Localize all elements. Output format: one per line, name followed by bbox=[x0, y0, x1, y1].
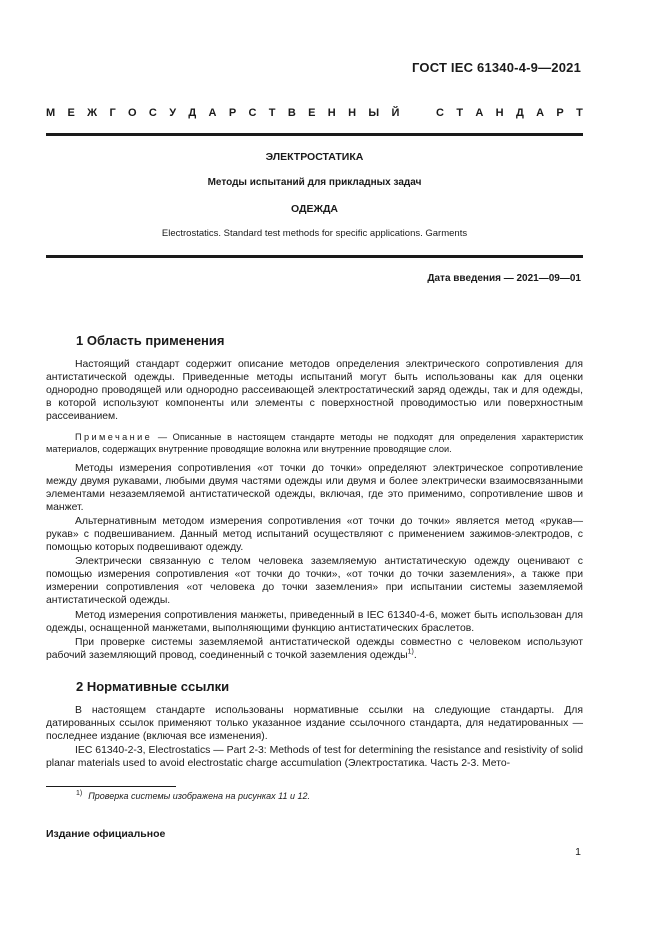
footnote bbox=[76, 791, 310, 801]
title-part: ОДЕЖДА bbox=[290, 203, 339, 215]
banner-letter: А bbox=[475, 107, 484, 119]
banner-letter: Е bbox=[67, 107, 75, 119]
banner-letter: Н bbox=[495, 107, 504, 119]
banner-letter: А bbox=[208, 107, 217, 119]
footnote-mark: 1) bbox=[76, 790, 83, 797]
banner-letter: Й bbox=[391, 107, 400, 119]
section-heading: 1 Область применения bbox=[76, 333, 225, 348]
official-edition-label: Издание официальное bbox=[46, 828, 166, 840]
banner-letter: Р bbox=[228, 107, 237, 119]
banner-letter: Н bbox=[348, 107, 357, 119]
paragraph-text: При проверке системы заземляемой антистатической одежды совместно с человеком используют рабочий заземляющий провод, соединенный с точкой заземления одежды bbox=[46, 637, 583, 661]
paragraph: Электрически связанную с телом человека заземляемую антистатическую одежду оценивают с помощью измерения сопротивления «от точки до точки», «от точки до точки заземления», а также при измерении сопротивления «от человека до точки заземления» при испытании системы заземляемой антистатической одежды. bbox=[46, 556, 583, 606]
note-label: Примечание bbox=[75, 432, 153, 442]
title-english: Electrostatics. Standard test methods for specific applications. Garments bbox=[161, 228, 468, 239]
note-text: — Описанные в настоящем стандарте методы не подходят для определения характеристик материалов, содержащих внутренние проводящие волокна или внутренние проводящие слои. bbox=[46, 432, 583, 454]
paragraph: В настоящем стандарте использованы нормативные ссылки на следующие стандарты. Для датированных ссылок применяют только указанное издание ссылочного стандарта, для недатированных — последнее издание (включая все изменения). bbox=[46, 705, 583, 742]
banner-letter: С bbox=[248, 107, 257, 119]
note bbox=[46, 431, 583, 455]
banner-letter: Д bbox=[515, 107, 524, 119]
paragraph: IEC 61340-2-3, Electrostatics — Part 2-3: Methods of test for determining the resistance and resistivity of solid planar materials used to avoid electrostatic charge accumulation (Электростатика. Часть 2-3. Мето- bbox=[46, 745, 583, 769]
banner-letter: С bbox=[436, 107, 444, 119]
banner-letter: Р bbox=[556, 107, 564, 119]
banner-letter: С bbox=[148, 107, 157, 119]
banner-letter: Н bbox=[327, 107, 336, 119]
banner-letter: О bbox=[128, 107, 137, 119]
banner-letter: Т bbox=[268, 107, 276, 119]
page-number: 1 bbox=[575, 846, 581, 858]
paragraph: Методы измерения сопротивления «от точки до точки» определяют электрическое сопротивление между двумя рукавами, любыми двумя частями одежды или двумя и более электрически взаимосвязанными элементами незаземляемой антистатической одежды, включая, где это применимо, сопротивление швов и манжет. bbox=[46, 463, 583, 513]
footnote-divider bbox=[46, 786, 176, 787]
standard-code: ГОСТ IEC 61340-4-9—2021 bbox=[412, 60, 581, 75]
banner-letter: Г bbox=[109, 107, 116, 119]
banner-word-gap bbox=[412, 107, 424, 119]
title-sub: Методы испытаний для прикладных задач bbox=[207, 177, 422, 188]
title-main: ЭЛЕКТРОСТАТИКА bbox=[265, 151, 364, 163]
footnote-ref[interactable]: 1) bbox=[407, 648, 414, 656]
introduction-date: Дата введения — 2021—09—01 bbox=[427, 273, 581, 284]
banner-letter: Е bbox=[308, 107, 316, 119]
banner-letter: Т bbox=[456, 107, 464, 119]
paragraph: Метод измерения сопротивления манжеты, приведенный в IEC 61340-4-6, может быть использован для одежды, оснащенной манжетами, выполняющими функцию антистатических браслетов. bbox=[46, 610, 583, 634]
section-heading: 2 Нормативные ссылки bbox=[76, 679, 230, 694]
banner-letter: У bbox=[169, 107, 177, 119]
paragraph: Альтернативным методом измерения сопротивления «от точки до точки» является метод «рукав—рукав» с подвешиванием. Данный метод испытаний осуществляют с применением зажимов-электродов, с помощью которых подвешивают одежду. bbox=[46, 516, 583, 553]
title-divider-top bbox=[46, 133, 583, 136]
interstate-standard-banner bbox=[46, 107, 583, 119]
title-divider-bottom bbox=[46, 255, 583, 258]
paragraph bbox=[46, 636, 583, 662]
banner-letter: М bbox=[46, 107, 56, 119]
banner-letter: Д bbox=[188, 107, 197, 119]
banner-letter: В bbox=[287, 107, 296, 119]
banner-letter: А bbox=[536, 107, 545, 119]
footnote-text: Проверка системы изображена на рисунках 11 и 12. bbox=[88, 791, 310, 801]
paragraph-end: . bbox=[413, 650, 417, 661]
banner-letter: Т bbox=[576, 107, 583, 119]
paragraph: Настоящий стандарт содержит описание методов определения электрического сопротивления для антистатической одежды. Приведенные методы испытаний могут быть использованы как для оценки однородно проводящей или однородно рассеивающей электростатический заряд одежды, так и для одежды, в которой используют компоненты или элементы с поверхностной проводимостью или поверхностным рассеиванием. bbox=[46, 359, 583, 422]
banner-letter: Ы bbox=[368, 107, 380, 119]
banner-letter: Ж bbox=[87, 107, 98, 119]
